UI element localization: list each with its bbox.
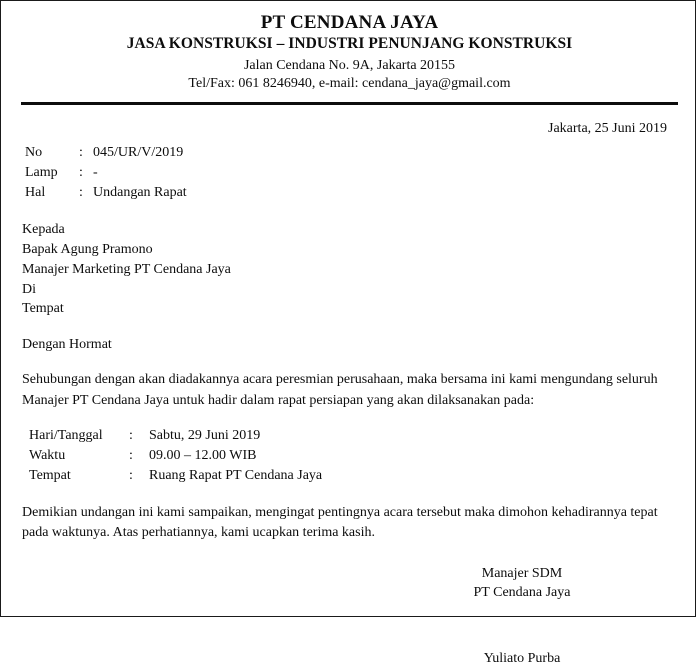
meeting-detail-colon: : [129, 447, 133, 463]
recipient-line: Di [22, 281, 36, 297]
reference-label: Hal [25, 185, 46, 201]
recipient-line: Manajer Marketing PT Cendana Jaya [22, 261, 231, 277]
meeting-detail-value: 09.00 – 12.00 WIB [149, 447, 257, 463]
recipient-line: Kepada [22, 221, 65, 237]
meeting-detail-value: Ruang Rapat PT Cendana Jaya [149, 468, 323, 484]
reference-label: Lamp [25, 165, 58, 181]
company-address: Jalan Cendana No. 9A, Jakarta 20155 [243, 57, 456, 73]
letter-content-area [21, 1, 678, 667]
signatory-company: PT Cendana Jaya [473, 585, 571, 601]
meeting-detail-label: Tempat [29, 468, 71, 484]
reference-colon: : [79, 145, 83, 161]
recipient-address-block [21, 220, 678, 319]
signatory-title: Manajer SDM [481, 565, 563, 581]
company-contact: Tel/Fax: 061 8246940, e-mail: cendana_jaya@gmail.com [188, 76, 511, 92]
meeting-detail-label: Hari/Tanggal [29, 427, 103, 443]
reference-colon: : [79, 165, 83, 181]
reference-value: - [93, 165, 98, 181]
reference-row [25, 183, 678, 203]
salutation: Dengan Hormat [22, 337, 112, 353]
closing-paragraph: Demikian undangan ini kami sampaikan, mengingat pentingnya acara tersebut maka dimohon kehadirannya tepat pada waktunya. Atas perhatiannya, kami ucapkan terima kasih. [22, 504, 658, 540]
signature-space [392, 603, 652, 649]
meeting-detail-label: Waktu [29, 447, 66, 463]
company-business-line: JASA KONSTRUKSI – INDUSTRI PENUNJANG KONSTRUKSI [126, 35, 573, 53]
meeting-details-block [21, 426, 678, 487]
letterhead [21, 1, 678, 93]
meeting-detail-colon: : [129, 468, 133, 484]
company-name: PT CENDANA JAYA [260, 12, 439, 33]
meeting-detail-colon: : [129, 427, 133, 443]
signatory-name: Yuliato Purba [483, 651, 561, 667]
meeting-detail-row [29, 426, 678, 446]
reference-row [25, 163, 678, 183]
reference-block [21, 143, 678, 203]
reference-value: Undangan Rapat [93, 185, 187, 201]
reference-row [25, 143, 678, 163]
meeting-detail-row [29, 466, 678, 486]
reference-label: No [25, 145, 43, 161]
meeting-detail-value: Sabtu, 29 Juni 2019 [149, 427, 261, 443]
recipient-line: Bapak Agung Pramono [22, 241, 153, 257]
letterhead-divider [21, 102, 678, 105]
reference-value: 045/UR/V/2019 [93, 145, 184, 161]
meeting-detail-row [29, 446, 678, 466]
signature-block [392, 564, 652, 669]
opening-paragraph: Sehubungan dengan akan diadakannya acara peresmian perusahaan, maka bersama ini kami mengundang seluruh Manajer PT Cendana Jaya untuk hadir dalam rapat persiapan yang akan dilaksanakan pada: [22, 372, 658, 408]
reference-colon: : [79, 185, 83, 201]
date-line: Jakarta, 25 Juni 2019 [548, 121, 667, 137]
recipient-line: Tempat [22, 301, 64, 317]
